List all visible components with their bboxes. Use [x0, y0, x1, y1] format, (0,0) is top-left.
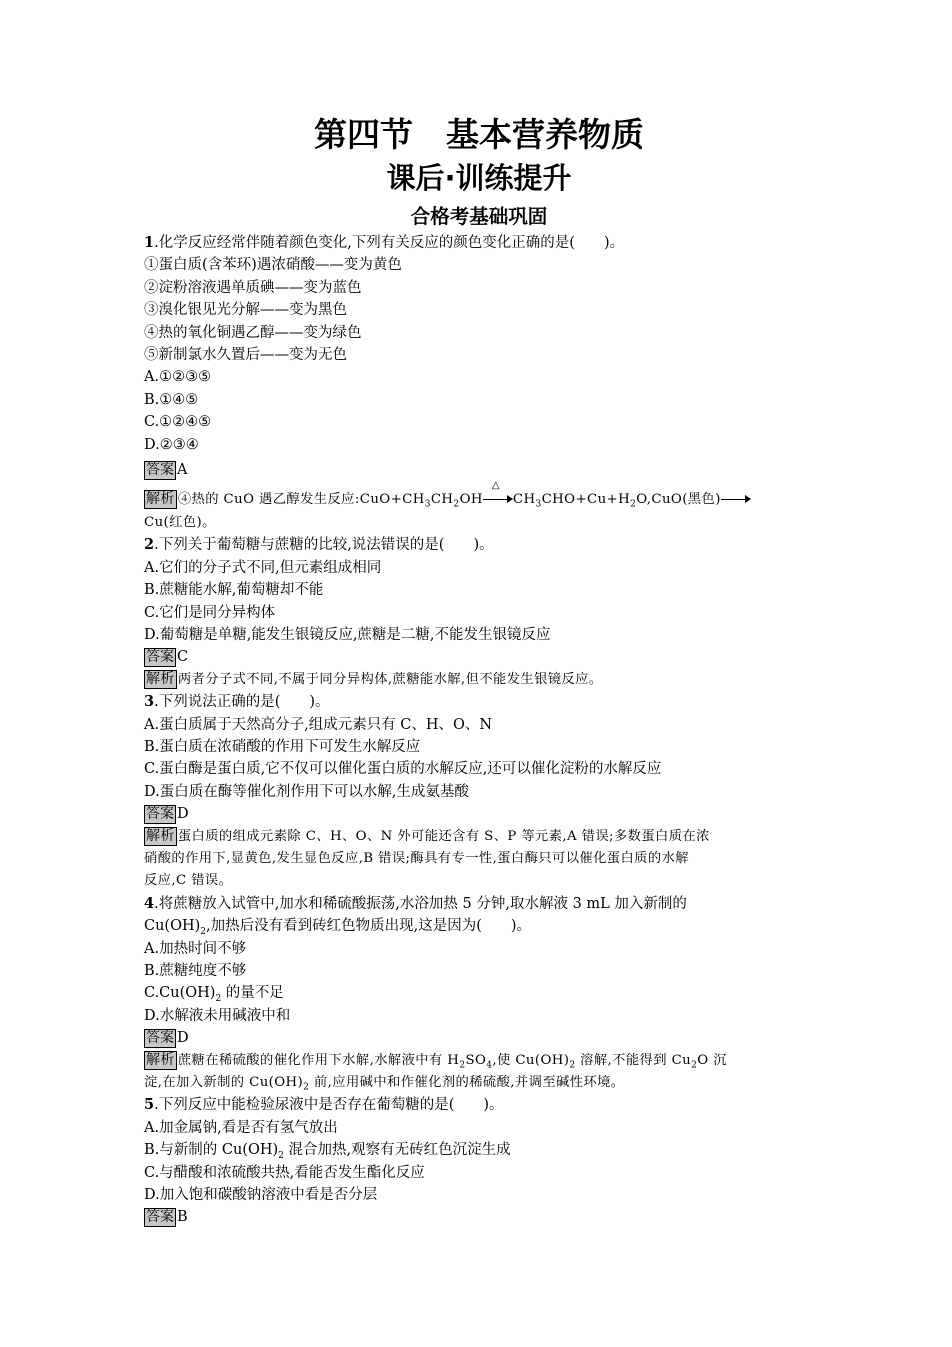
list-item: ④热的氧化铜遇乙醇——变为绿色 — [144, 324, 362, 341]
analysis-line: 解析 两者分子式不同,不属于同分异构体,蔗糖能水解,但不能发生银镜反应。 — [146, 670, 603, 687]
analysis-tag: 解析 — [146, 670, 175, 687]
reaction-arrow-heat — [483, 479, 513, 505]
answer-value: B — [177, 1209, 188, 1226]
heat-symbol: △ — [491, 479, 500, 491]
question-stem: 1.化学反应经常伴随着颜色变化,下列有关反应的颜色变化正确的是( )。 — [144, 234, 625, 251]
question-3 — [144, 691, 814, 893]
part-title: 合格考基础巩固 — [410, 205, 548, 228]
option-c: C.①②④⑤ — [144, 414, 212, 431]
answer-line — [144, 803, 814, 825]
reaction-arrow — [721, 495, 751, 505]
question-4 — [144, 893, 814, 1095]
question-5 — [144, 1094, 814, 1228]
question-2 — [144, 534, 814, 691]
analysis-line: 硝酸的作用下,显黄色,发生显色反应,B 错误;酶具有专一性,蛋白酶只可以催化蛋白质的水解 — [144, 850, 689, 866]
question-number: 1 — [144, 234, 155, 251]
answer-tag: 答案 — [146, 462, 174, 479]
answer-tag: 答案 — [146, 649, 174, 666]
analysis-tag: 解析 — [146, 1051, 175, 1068]
option-c: C.它们是同分异构体 — [144, 604, 276, 621]
option-d: D.②③④ — [144, 436, 199, 453]
question-number: 2 — [144, 536, 155, 554]
question-number: 4 — [144, 894, 155, 912]
answer-tag: 答案 — [146, 1209, 174, 1226]
question-stem: 4.将蔗糖放入试管中,加水和稀硫酸振荡,水浴加热 5 分钟,取水解液 3 mL 加入新制的 — [144, 894, 687, 912]
question-number: 5 — [144, 1096, 155, 1114]
answer-value: D — [177, 1030, 189, 1047]
question-stem: 3.下列说法正确的是( )。 — [144, 693, 330, 711]
option-d: D.水解液未用碱液中和 — [144, 1007, 291, 1024]
option-b: B.蔗糖纯度不够 — [144, 963, 247, 979]
option-c: C.蛋白酶是蛋白质,它不仅可以催化蛋白质的水解反应,还可以催化淀粉的水解反应 — [144, 761, 662, 778]
subtitle: 课后·训练提升 — [386, 161, 572, 195]
analysis-line: 解析 蛋白质的组成元素除 C、H、O、N 外可能还含有 S、P 等元素,A 错误;多数蛋白质在浓 — [146, 827, 710, 844]
question-number: 3 — [144, 693, 155, 711]
option-b: B.蛋白质在浓硝酸的作用下可发生水解反应 — [144, 738, 421, 755]
option-d: D.葡萄糖是单糖,能发生银镜反应,蔗糖是二糖,不能发生银镜反应 — [144, 626, 551, 643]
section-title: 第四节 基本营养物质 — [314, 115, 644, 154]
analysis-tag: 解析 — [146, 827, 175, 844]
question-1 — [144, 232, 814, 534]
answer-line — [144, 1206, 814, 1228]
option-b: B.蔗糖能水解,葡萄糖却不能 — [144, 582, 324, 599]
answer-line — [144, 459, 814, 481]
analysis-line: Cu(红色)。 — [144, 514, 216, 530]
analysis-line: 解析 ④热的 CuO 遇乙醇发生反应$:CuO+CH_3CH_2OH$ △ $CH_3CHO+Cu+H_2O,CuO$(黑色) — [144, 489, 814, 511]
option-d: D.蛋白质在酶等催化剂作用下可以水解,生成氨基酸 — [144, 783, 469, 800]
list-item: ①蛋白质(含苯环)遇浓硝酸——变为黄色 — [144, 257, 402, 274]
option-b: B.与新制的 $Cu(OH)_2$ 混合加热,观察有无砖红色沉淀生成 — [144, 1142, 511, 1162]
answer-value: D — [177, 806, 189, 823]
option-c: $C.Cu(OH)_2$ 的量不足 — [144, 985, 284, 1005]
answer-line — [144, 646, 814, 668]
option-a: A.加热时间不够 — [144, 940, 247, 957]
question-stem: 5.下列反应中能检验尿液中是否存在葡萄糖的是( )。 — [144, 1096, 504, 1114]
option-c: C.与醋酸和浓硫酸共热,看能否发生酯化反应 — [144, 1164, 425, 1181]
document-page — [144, 112, 814, 1229]
option-a: A.加金属钠,看是否有氢气放出 — [144, 1119, 338, 1136]
answer-value: C — [177, 649, 189, 666]
question-stem: 2.下列关于葡萄糖与蔗糖的比较,说法错误的是( )。 — [144, 536, 494, 554]
list-item: ②淀粉溶液遇单质碘——变为蓝色 — [144, 279, 362, 296]
question-stem-cont: $Cu(OH)_2$,加热后没有看到砖红色物质出现,这是因为( )。 — [144, 918, 532, 938]
analysis-line: 解析 蔗糖在稀硫酸的催化作用下水解,水解液中有 $H_2SO_4$,使 $Cu(OH)_2$ 溶解,不能得到 $Cu_2O$ 沉 — [146, 1051, 727, 1071]
analysis-tag: 解析 — [146, 491, 175, 508]
answer-tag: 答案 — [146, 1030, 174, 1047]
list-item: ③溴化银见光分解——变为黑色 — [144, 302, 347, 319]
answer-value: A — [177, 462, 188, 479]
option-b: B.①④⑤ — [144, 391, 199, 408]
option-a: A.蛋白质属于天然高分子,组成元素只有 C、H、O、N — [144, 716, 493, 733]
option-a: A.它们的分子式不同,但元素组成相同 — [144, 559, 382, 576]
list-item: ⑤新制氯水久置后——变为无色 — [144, 347, 347, 364]
analysis-line: 淀,在加入新制的 $Cu(OH)_2$ 前,应用碱中和作催化剂的稀硫酸,并调至碱性环境。 — [144, 1075, 625, 1093]
answer-line — [144, 1027, 814, 1049]
answer-tag: 答案 — [146, 806, 174, 823]
analysis-line: 反应,C 错误。 — [144, 873, 233, 889]
option-d: D.加入饱和碳酸钠溶液中看是否分层 — [144, 1187, 378, 1204]
option-a: A.①②③⑤ — [144, 369, 212, 386]
